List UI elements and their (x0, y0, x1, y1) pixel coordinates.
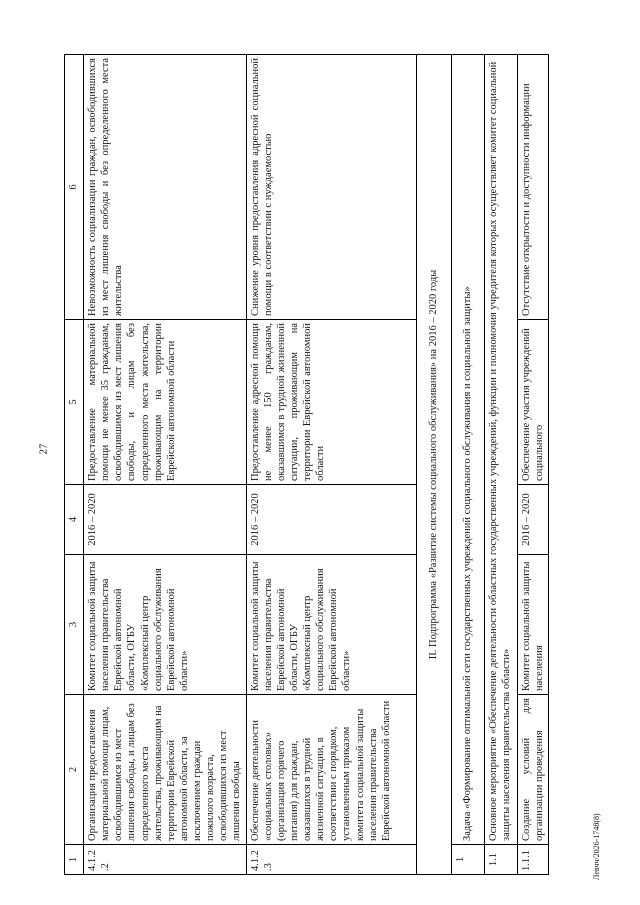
expected-result: Предоставление адресной помощи не менее 150 гражданам, оказавшимся в трудной жизненной ситуации, проживающим на территории Еврейской автономной области (246, 320, 416, 485)
expected-result: Обеспечение участия учреждений социального (517, 320, 548, 485)
header-cell: 4 (65, 485, 84, 555)
executor: Комитет социальной защиты населения правительства Еврейской автономной области, ОГБУ «Комплексный центр социального обслуживания Еврейской автономной области» (246, 555, 416, 695)
period: 2016 – 2020 (84, 485, 247, 555)
consequence: Невозможность социализации граждан, освободившихся из мест лишения свободы и без определенного места жительства (84, 55, 247, 320)
row-number: 1.1.1 (517, 845, 548, 875)
measure-text: Основное мероприятие «Обеспечение деятельности областных государственных учреждений, функции и полномочия учредителя которых осуществляет комитет социальной защиты населения правительства области» (484, 55, 517, 845)
table-row (517, 55, 548, 875)
measure-name: Обеспечение деятельности «социальных столовых» (организация горячего питания) для граждан, оказавшихся в трудной жизненной ситуации, в соответствии с порядком, установленным приказом комитета социальной защиты населения правительства Еврейской автономной области (246, 695, 416, 845)
task-row (451, 55, 484, 875)
header-cell: 2 (65, 695, 84, 845)
page-number: 27 (37, 443, 50, 455)
header-cell: 6 (65, 55, 84, 320)
header-cell: 5 (65, 320, 84, 485)
program-table (64, 54, 549, 875)
row-number: 1.1 (484, 845, 517, 875)
executor: Комитет социальной защиты населения правительства Еврейской автономной области, ОГБУ «Комплексный центр социального обслуживания Еврейской автономной области» (84, 555, 247, 695)
row-number: 4.1.2.2 (84, 845, 247, 875)
executor: Комитет социальной защиты населения (517, 555, 548, 695)
row-number: 1 (451, 845, 484, 875)
table-row (84, 55, 247, 875)
task-text: Задача «Формирование оптимальной сети государственных учреждений социального обслуживания и социальной защиты» (451, 55, 484, 845)
header-row (65, 55, 84, 875)
section-title: II. Подпрограмма «Развитие системы социального обслуживания» на 2016 – 2020 годы (416, 55, 451, 875)
consequence: Снижение уровня предоставления адресной социальной помощи в соответствии с нуждаемостью (246, 55, 416, 320)
rotated-table-area (64, 25, 589, 875)
table-row (246, 55, 416, 875)
header-cell: 1 (65, 845, 84, 875)
consequence: Отсутствие открытости и доступности информации (517, 55, 548, 320)
header-cell: 3 (65, 555, 84, 695)
footer-code: Левчч/2026-1748(8) (592, 813, 601, 880)
measure-name: Создание условий для организации проведения (517, 695, 548, 845)
row-number: 4.1.2.3 (246, 845, 416, 875)
measure-name: Организация предоставления материальной помощи лицам, освободившимся из мест лишения свободы, и лицам без определенного места жительства, проживающим на территории Еврейской автономной области, за исключением граждан пожилого возраста, освободившихся из мест лишения свободы (84, 695, 247, 845)
period: 2016 – 2020 (246, 485, 416, 555)
section-row (416, 55, 451, 875)
period: 2016 – 2020 (517, 485, 548, 555)
expected-result: Предоставление материальной помощи не менее 35 гражданам, освободившимся из мест лишения свободы, и лицам без определенного места жительства, проживающим на территории Еврейской автономной области (84, 320, 247, 485)
measure-row (484, 55, 517, 875)
